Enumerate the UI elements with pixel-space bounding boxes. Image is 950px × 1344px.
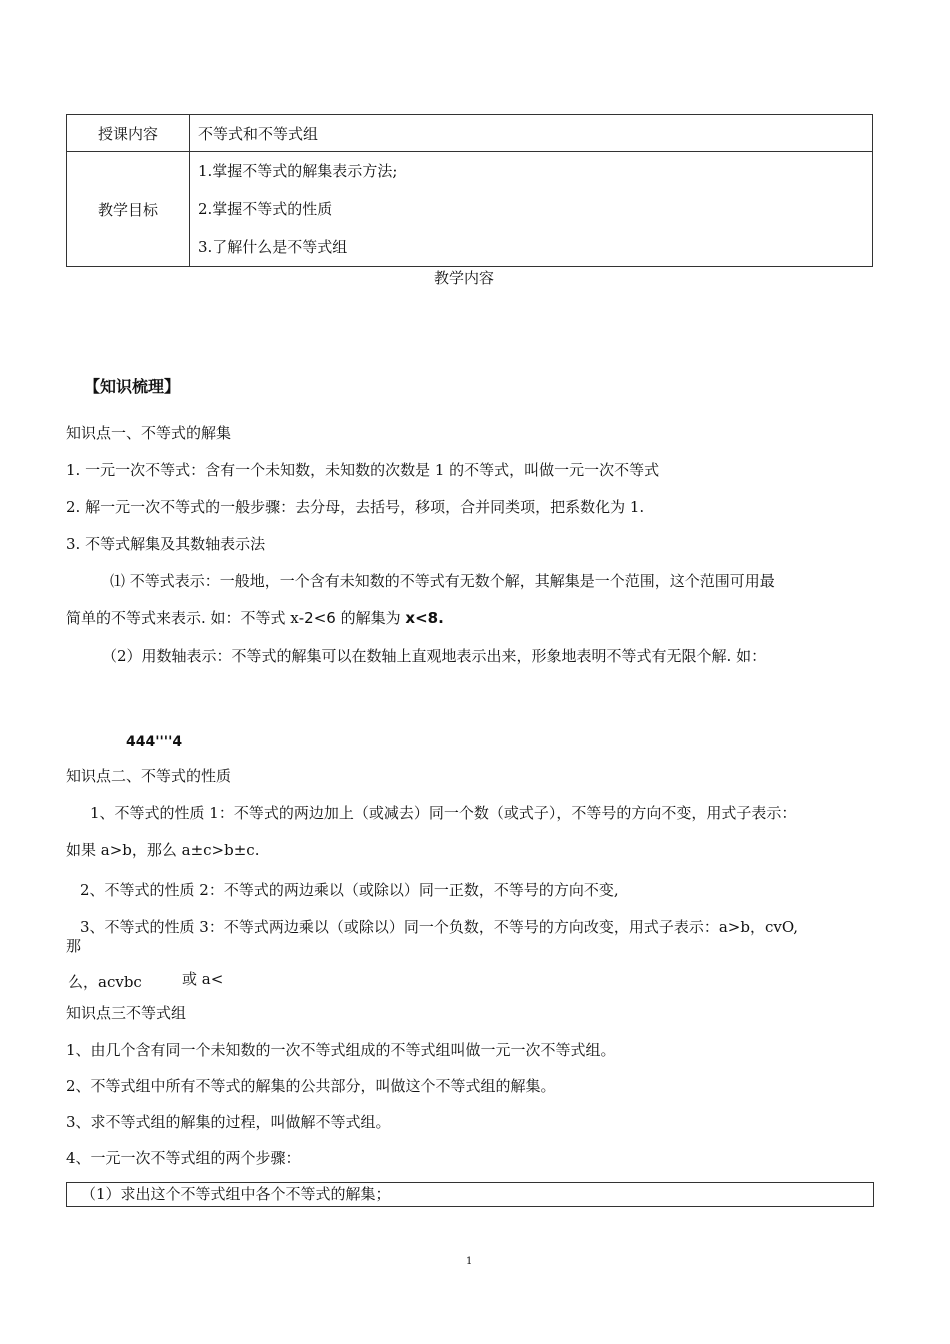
- kp3-step-1-box: （1）求出这个不等式组中各个不等式的解集；: [66, 1182, 874, 1207]
- kp1-item-2: 2. 解一元一次不等式的一般步骤：去分母，去括号，移项，合并同类项，把系数化为 1.: [66, 498, 645, 516]
- kp1-sub1-line2: [66, 607, 444, 628]
- number-line-residue: 444''''4: [126, 734, 183, 750]
- section-title: 教学内容: [434, 269, 495, 287]
- kp1-sub1-text: 简单的不等式来表示. 如：不等式 x: [66, 609, 299, 627]
- teaching-goals-label: 教学目标: [67, 152, 190, 267]
- kp3-title: 知识点三不等式组: [66, 1004, 187, 1022]
- goal-item: 3.了解什么是不等式组: [198, 238, 348, 256]
- kp2-property-1-line2: 如果 a>b，那么 a±c>b±c.: [66, 841, 260, 859]
- kp2-title: 知识点二、不等式的性质: [66, 767, 232, 785]
- kp2-property-3-line3a: 么，acvbc: [68, 973, 142, 991]
- kp1-title: 知识点一、不等式的解集: [66, 424, 232, 442]
- knowledge-heading: 【知识梳理】: [84, 377, 181, 396]
- kp3-item-1: 1、由几个含有同一个未知数的一次不等式组成的不等式组叫做一元一次不等式组。: [66, 1041, 616, 1059]
- teaching-goals-list: [190, 152, 873, 267]
- kp1-item-3: 3. 不等式解集及其数轴表示法: [66, 535, 266, 553]
- kp2-property-1-line1: 1、不等式的性质 1：不等式的两边加上（或减去）同一个数（或式子），不等号的方向不变，用式子表示：: [90, 804, 797, 822]
- kp1-sub2: （2）用数轴表示：不等式的解集可以在数轴上直观地表示出来，形象地表明不等式有无限个解. 如：: [102, 647, 767, 665]
- kp2-property-2: 2、不等式的性质 2：不等式的两边乘以（或除以）同一正数，不等号的方向不变,: [80, 881, 619, 899]
- kp2-property-3-line1: 3、不等式的性质 3：不等式两边乘以（或除以）同一个负数，不等号的方向改变，用式子表示：a>b，cvO,: [80, 918, 799, 936]
- course-content-label: 授课内容: [67, 115, 190, 152]
- kp2-property-3-line3b: 或 a<: [182, 970, 224, 988]
- course-info-table: [66, 114, 873, 267]
- kp2-property-3-line2: 那: [66, 937, 82, 955]
- kp1-sub1-line1: ⑴ 不等式表示：一般地，一个含有未知数的不等式有无数个解，其解集是一个范围，这个范围可用最: [110, 572, 775, 590]
- page-number: 1: [466, 1256, 473, 1267]
- kp3-item-3: 3、求不等式组的解集的过程，叫做解不等式组。: [66, 1113, 391, 1131]
- kp1-solution: x<8.: [405, 609, 444, 627]
- course-content-value: 不等式和不等式组: [190, 115, 873, 152]
- kp3-item-4: 4、一元一次不等式组的两个步骤：: [66, 1149, 301, 1167]
- goal-item: 2.掌握不等式的性质: [198, 200, 333, 218]
- kp1-sub1-text-2: 的解集为: [335, 609, 406, 627]
- kp1-inequality: -2<6: [298, 609, 336, 627]
- kp3-item-2: 2、不等式组中所有不等式的解集的公共部分，叫做这个不等式组的解集。: [66, 1077, 556, 1095]
- goal-item: 1.掌握不等式的解集表示方法;: [198, 162, 398, 180]
- kp1-item-1: 1. 一元一次不等式：含有一个未知数，未知数的次数是 1 的不等式，叫做一元一次不等式: [66, 461, 660, 479]
